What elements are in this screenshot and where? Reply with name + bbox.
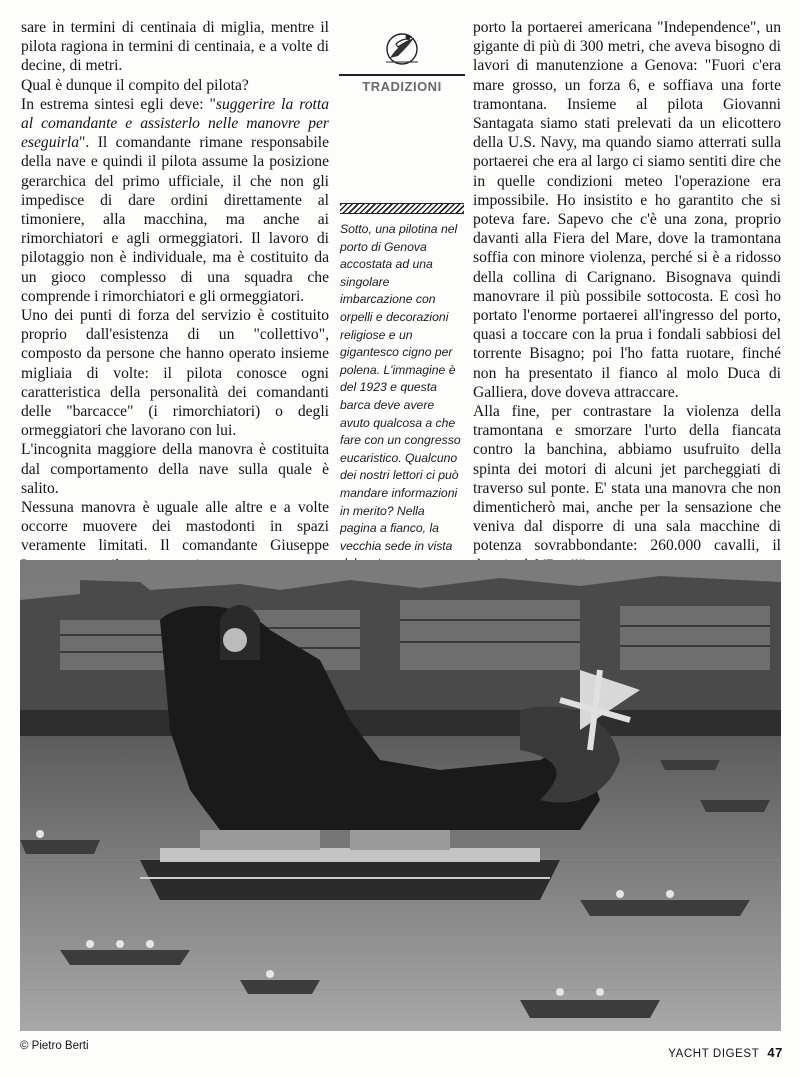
caption-divider — [340, 203, 464, 214]
harbour-photo — [20, 560, 781, 1031]
paragraph: Nessuna manovra è uguale alle altre e a volte occorre muovere dei mastodonti in spazi veramente limitati. Il comandante Giuseppe — [21, 499, 329, 555]
quote-mark: In estrema sintesi egli deve: " — [21, 95, 216, 113]
paragraph: porto la portaerei americana "Independence", un gigante di più di 300 metri, che aveva bisogno di lavori di manutenzione a Genova: "Fuori c'era mare grosso, un forza 6, e soffiava una forte tramontana. Insieme al pilota Giovanni Santagata siamo stati prelevati da un elicottero della U.S. Navy, ma quando siamo atterrati sulla portaerei che era al largo ci siamo sentiti dire che in quelle condizioni meteo l'operazione era impossibile. Ho insistito e ho garantito che si poteva fare. Sapevo che c'è una zona, proprio davanti alla Fiera del Mare, dove la tramontana soffia con minore violenza, perché si è a ridosso della collina di Carignano. Bisognava quindi manovrare il più possibile sottocosta. E così ho portato l'enorme portaerei all'ingresso del porto, quasi a toccare con la prua i fondali sabbiosi del torrente Bisagno; poi l'ho fatta ruotare, finché non ha presentato il fianco al molo Duca di Galliera, dove doveva attraccare. — [473, 19, 781, 401]
paragraph: Qual è dunque il compito del pilota? — [21, 76, 249, 94]
figurehead-emblem-icon — [378, 28, 426, 70]
photo-caption: Sotto, una pilotina nel porto di Genova accostata ad una singolare imbarcazione con orpelli e decorazioni religiose e un gigantesco cigno per polena. L'immagine è del 1923 e questa barca deve avere avuto qualcosa a che fare con un congresso eucaristico. Qualcuno dei nostri lettori ci può mandare informazioni in merito? Nella pagina a fianco, la vecchia sede in vista — [340, 222, 461, 553]
magazine-name: YACHT DIGEST — [668, 1048, 760, 1060]
rubric-rule — [339, 74, 465, 76]
section-rubric — [339, 28, 465, 94]
paragraph: Alla fine, per contrastare la violenza della tramontana e smorzare l'urto della fiancata contro la banchina, abbiamo usufruito della spinta dei motori di alcuni jet parcheggiati di traverso sul ponte. E' stata una manovra che non dimenticherò mai, anche per la sensazione che veniva dal disporre di una sala macchine di potenza sovrabbondante: 260.000 cavalli, il — [473, 403, 781, 555]
paragraph-text: ". Il comandante rimane responsabile della nave e quindi il pilota assume la posizione gerarchica del primo ufficiale, il che non gli impedisce di dare ordini direttamente al timoniere, alla macchina, ma anche ai rimorchiatori e agli ormeggiatori. Il lavoro di pilotaggio non è individuale, ma è costituito da un gioco complesso di una squadra che comprende i rimorchiatori e gli ormeggiatori. — [21, 134, 329, 305]
photo-caption-block — [340, 203, 464, 573]
article-column-left — [21, 18, 329, 594]
photo-credit: © Pietro Berti — [20, 1040, 89, 1052]
quoted-task: suggerire la rotta al comandante e assisterlo nelle manovre per eseguirla — [21, 95, 329, 152]
paragraph: Uno dei punti di forza del servizio è costituito proprio dall'esistenza di un "collettivo", composto da persone che hanno operato insieme migliaia di volte: il pilota conosce ogni caratteristica della personalità dei comandanti delle "barcacce" (i rimorchiatori) o degli ormeggiatori che lavorano con lui. — [21, 307, 329, 440]
rubric-label: TRADIZIONI — [362, 79, 442, 94]
paragraph: sare in termini di centinaia di miglia, mentre il pilota ragiona in termini di centinaia, e a volte di decine, di metri. — [21, 19, 329, 75]
paragraph: L'incognita maggiore della manovra è costituita dal comportamento della nave sulla quale è salito. — [21, 441, 329, 497]
page-number: 47 — [767, 1045, 783, 1060]
article-column-right — [473, 18, 781, 575]
page-footer — [668, 1045, 783, 1060]
paragraph — [21, 95, 329, 306]
